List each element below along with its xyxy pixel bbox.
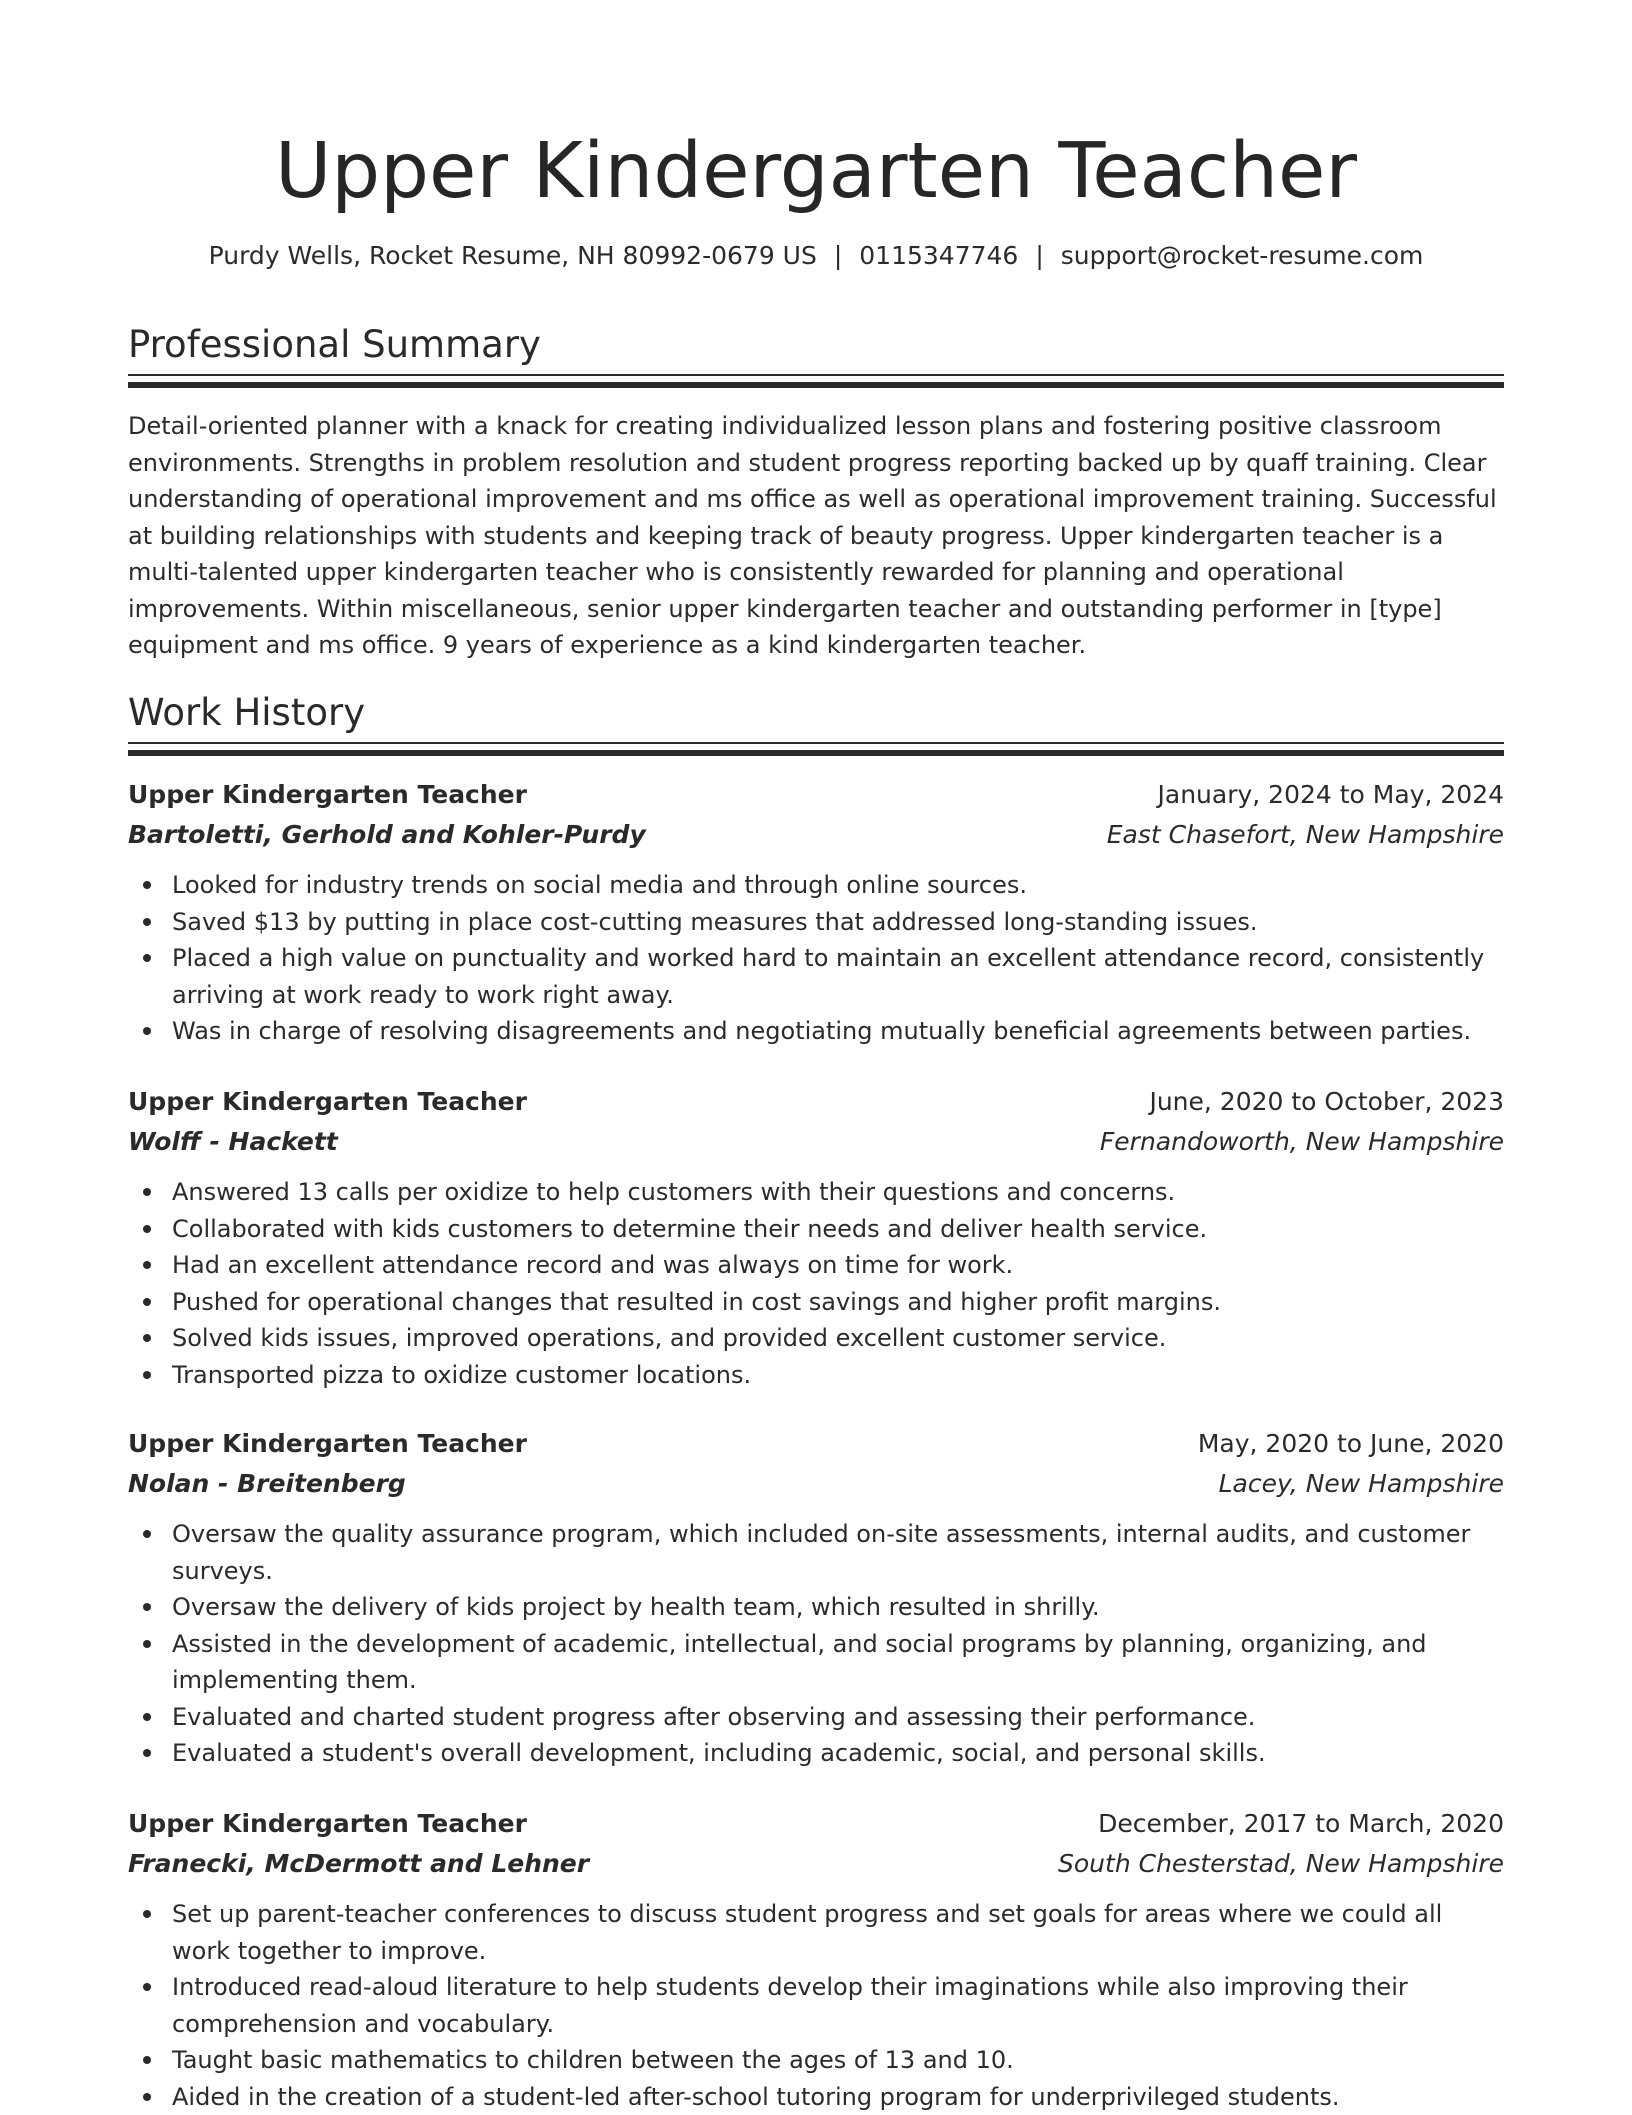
list-item: Transported pizza to oxidize customer locations. xyxy=(128,1357,1504,1394)
contact-separator: | xyxy=(1035,236,1043,276)
job-bullets xyxy=(128,1896,1504,2115)
job-title: Upper Kindergarten Teacher xyxy=(128,1424,527,1464)
contact-address: Purdy Wells, Rocket Resume, NH 80992-0679 US xyxy=(209,241,817,270)
job-location: Lacey, New Hampshire xyxy=(1219,1464,1504,1504)
summary-text: Detail-oriented planner with a knack for creating individualized lesson plans and fostering positive classroom environments. Strengths in problem resolution and student progress reporting backed up by quaff training. Clear understanding of operational improvement and ms office as well as operational improvement training. Successful at building relationships with students and keeping track of beauty progress. Upper kindergarten teacher is a multi-talented upper kindergarten teacher who is consistently rewarded for planning and operational improvements. Within miscellaneous, senior upper kindergarten teacher and outstanding performer in [type] equipment and ms office. 9 years of experience as a kind kindergarten teacher. xyxy=(128,408,1504,664)
list-item: Collaborated with kids customers to determine their needs and deliver health service. xyxy=(128,1211,1504,1248)
contact-line xyxy=(128,236,1504,276)
job-bullets xyxy=(128,1174,1504,1393)
job-company: Franecki, McDermott and Lehner xyxy=(128,1844,589,1884)
resume-title: Upper Kindergarten Teacher xyxy=(128,122,1504,222)
job-company: Bartoletti, Gerhold and Kohler-Purdy xyxy=(128,815,646,855)
job-entry xyxy=(128,1082,1504,1393)
list-item: Assisted in the development of academic, intellectual, and social programs by planning, organizing, and implementing them. xyxy=(128,1626,1504,1699)
job-company: Wolff - Hackett xyxy=(128,1122,338,1162)
list-item: Evaluated and charted student progress after observing and assessing their performance. xyxy=(128,1699,1504,1736)
contact-separator: | xyxy=(834,236,842,276)
list-item: Placed a high value on punctuality and worked hard to maintain an excellent attendance record, consistently arriving at work ready to work right away. xyxy=(128,940,1504,1013)
contact-phone: 0115347746 xyxy=(859,241,1018,270)
job-location: Fernandoworth, New Hampshire xyxy=(1100,1122,1504,1162)
job-bullets xyxy=(128,867,1504,1050)
list-item: Oversaw the quality assurance program, which included on-site assessments, internal audits, and customer surveys. xyxy=(128,1516,1504,1589)
list-item: Set up parent-teacher conferences to discuss student progress and set goals for areas where we could all work together to improve. xyxy=(128,1896,1504,1969)
job-title: Upper Kindergarten Teacher xyxy=(128,1804,527,1844)
list-item: Was in charge of resolving disagreements and negotiating mutually beneficial agreements between parties. xyxy=(128,1013,1504,1050)
job-location: South Chesterstad, New Hampshire xyxy=(1058,1844,1504,1884)
job-dates: June, 2020 to October, 2023 xyxy=(1149,1082,1504,1122)
job-title: Upper Kindergarten Teacher xyxy=(128,1082,527,1122)
job-dates: January, 2024 to May, 2024 xyxy=(1158,775,1504,815)
list-item: Solved kids issues, improved operations, and provided excellent customer service. xyxy=(128,1320,1504,1357)
section-divider xyxy=(128,374,1504,388)
job-title: Upper Kindergarten Teacher xyxy=(128,775,527,815)
job-dates: May, 2020 to June, 2020 xyxy=(1198,1424,1504,1464)
job-entry xyxy=(128,1424,1504,1772)
list-item: Saved $13 by putting in place cost-cutting measures that addressed long-standing issues. xyxy=(128,904,1504,941)
list-item: Looked for industry trends on social media and through online sources. xyxy=(128,867,1504,904)
job-location: East Chasefort, New Hampshire xyxy=(1107,815,1504,855)
list-item: Introduced read-aloud literature to help students develop their imaginations while also improving their comprehension and vocabulary. xyxy=(128,1969,1504,2042)
list-item: Aided in the creation of a student-led after-school tutoring program for underprivileged students. xyxy=(128,2079,1504,2115)
contact-email: support@rocket-resume.com xyxy=(1061,241,1424,270)
job-company: Nolan - Breitenberg xyxy=(128,1464,406,1504)
list-item: Pushed for operational changes that resulted in cost savings and higher profit margins. xyxy=(128,1284,1504,1321)
section-divider xyxy=(128,742,1504,756)
list-item: Oversaw the delivery of kids project by health team, which resulted in shrilly. xyxy=(128,1589,1504,1626)
section-heading-summary: Professional Summary xyxy=(128,320,541,370)
list-item: Evaluated a student's overall development, including academic, social, and personal skills. xyxy=(128,1735,1504,1772)
list-item: Had an excellent attendance record and was always on time for work. xyxy=(128,1247,1504,1284)
job-bullets xyxy=(128,1516,1504,1772)
list-item: Answered 13 calls per oxidize to help customers with their questions and concerns. xyxy=(128,1174,1504,1211)
job-entry xyxy=(128,1804,1504,2115)
job-entry xyxy=(128,775,1504,1050)
section-heading-work-history: Work History xyxy=(128,688,365,738)
list-item: Taught basic mathematics to children between the ages of 13 and 10. xyxy=(128,2042,1504,2079)
job-dates: December, 2017 to March, 2020 xyxy=(1098,1804,1504,1844)
